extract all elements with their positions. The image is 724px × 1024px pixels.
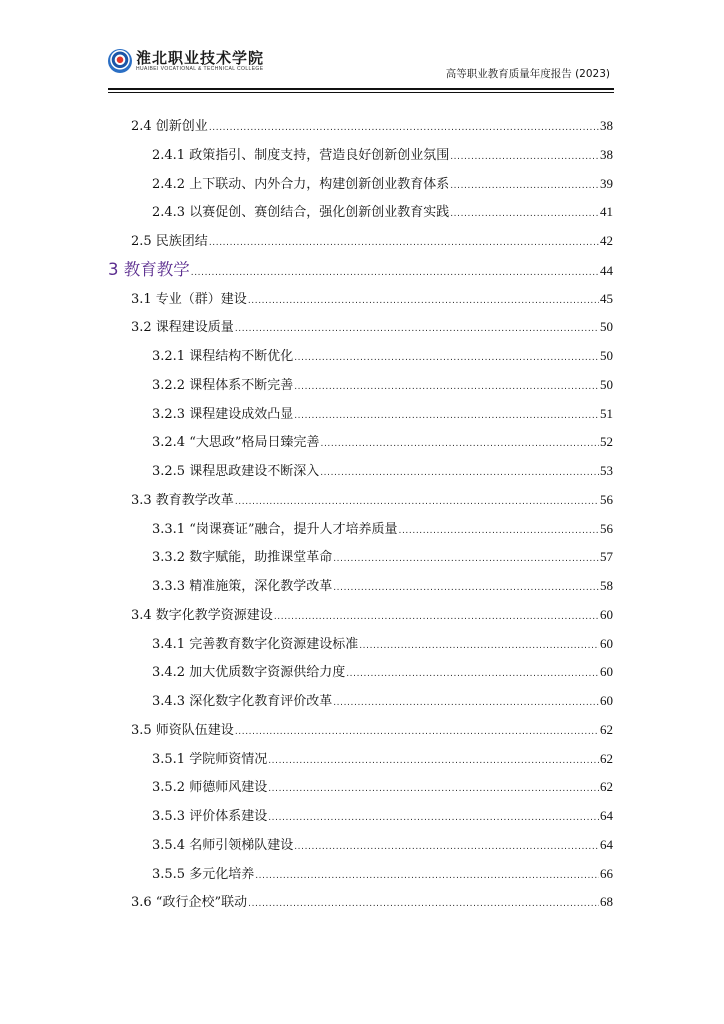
toc-page-number: 62	[600, 779, 613, 795]
toc-entry[interactable]	[152, 549, 613, 567]
toc-page-number: 51	[600, 405, 613, 421]
toc-page-number: 60	[600, 664, 613, 680]
toc-entry-title: 2.4.2 上下联动、内外合力，构建创新创业教育体系	[152, 176, 450, 192]
toc-dot-leader	[248, 293, 599, 309]
toc-dot-leader	[235, 494, 599, 510]
toc-dot-leader	[294, 408, 599, 424]
toc-page-number: 68	[600, 894, 613, 910]
toc-dot-leader	[450, 206, 599, 222]
toc-entry-title: 3.2.3 课程建设成效凸显	[152, 406, 294, 422]
toc-entry-title: 3.2.2 课程体系不断完善	[152, 377, 294, 393]
toc-entry[interactable]	[152, 808, 613, 826]
toc-dot-leader	[248, 896, 599, 912]
toc-entry[interactable]	[152, 406, 613, 424]
toc-entry[interactable]	[152, 837, 613, 855]
toc-dot-leader	[235, 724, 599, 740]
toc-entry-title: 2.4.1 政策指引、制度支持，营造良好创新创业氛围	[152, 147, 450, 163]
toc-entry[interactable]	[152, 147, 613, 165]
toc-page-number: 38	[600, 146, 613, 162]
toc-dot-leader	[191, 263, 599, 283]
toc-dot-leader	[294, 350, 599, 366]
toc-page-number: 66	[600, 865, 613, 881]
toc-entry[interactable]	[131, 233, 613, 251]
toc-page-number: 56	[600, 520, 613, 536]
toc-entry[interactable]	[131, 118, 613, 136]
toc-entry-title: 3.5.4 名师引领梯队建设	[152, 837, 294, 853]
toc-entry[interactable]	[152, 636, 613, 654]
toc-page-number: 62	[600, 721, 613, 737]
toc-dot-leader	[346, 666, 599, 682]
toc-entry-title: 3.2.1 课程结构不断优化	[152, 349, 294, 364]
toc-dot-leader	[450, 178, 599, 194]
toc-entry-title: 3.3 教育教学改革	[131, 492, 234, 508]
toc-page-number: 44	[600, 262, 613, 278]
toc-entry-title: 3.2.4 “大思政”格局日臻完善	[152, 435, 320, 451]
toc-dot-leader	[268, 810, 599, 826]
toc-dot-leader	[333, 580, 599, 596]
toc-entry[interactable]	[152, 204, 613, 222]
toc-entry-title: 2.4 创新创业	[131, 119, 208, 134]
logo-chinese-name: 淮北职业技术学院	[136, 48, 265, 67]
toc-entry-title: 3.3.2 数字赋能，助推课堂革命	[152, 550, 333, 566]
toc-entry[interactable]	[152, 751, 613, 769]
toc-entry[interactable]	[152, 348, 613, 366]
toc-entry-title: 3.4.3 深化数字化教育评价改革	[152, 694, 333, 709]
toc-dot-leader	[333, 551, 599, 567]
toc-page-number: 57	[600, 549, 613, 565]
toc-dot-leader	[450, 149, 599, 165]
toc-entry-title: 2.4.3 以赛促创、赛创结合，强化创新创业教育实践	[152, 205, 450, 221]
toc-entry[interactable]	[152, 693, 613, 711]
toc-dot-leader	[255, 868, 599, 884]
toc-entry[interactable]	[131, 894, 613, 912]
toc-entry[interactable]	[131, 607, 613, 625]
toc-page-number: 64	[600, 836, 613, 852]
toc-entry[interactable]	[152, 578, 613, 596]
toc-dot-leader	[359, 638, 599, 654]
toc-entry[interactable]	[152, 463, 613, 481]
toc-entry[interactable]	[152, 434, 613, 452]
toc-dot-leader	[333, 695, 599, 711]
toc-dot-leader	[321, 436, 599, 452]
toc-entry-title: 3.2.5 课程思政建设不断深入	[152, 464, 320, 479]
toc-entry[interactable]	[131, 722, 613, 740]
toc-page-number: 53	[600, 463, 613, 478]
toc-entry-title: 3.2 课程建设质量	[131, 320, 234, 336]
toc-entry[interactable]	[152, 377, 613, 395]
toc-entry-title: 3.5.5 多元化培养	[152, 866, 255, 882]
toc-page-number: 60	[600, 606, 613, 622]
toc-page-number: 39	[600, 175, 613, 191]
toc-entry-title: 3.4.1 完善教育数字化资源建设标准	[152, 636, 359, 652]
toc-page-number: 58	[600, 578, 613, 593]
toc-page-number: 50	[600, 348, 613, 363]
toc-entry-title: 3.5.1 学院师资情况	[152, 751, 268, 767]
toc-dot-leader	[268, 781, 599, 797]
toc-entry-title: 3 教育教学	[108, 259, 190, 279]
toc-entry-title: 3.6 “政行企校”联动	[131, 895, 248, 911]
toc-dot-leader	[209, 235, 599, 251]
toc-entry-title: 3.5.3 评价体系建设	[152, 809, 268, 824]
toc-entry-title: 3.1 专业（群）建设	[131, 291, 247, 307]
toc-page-number: 38	[600, 118, 613, 133]
logo-english-name: HUAIBEI VOCATIONAL & TECHNICAL COLLEGE	[136, 65, 264, 72]
toc-dot-leader	[320, 465, 599, 481]
toc-entry[interactable]	[152, 176, 613, 194]
toc-entry[interactable]	[152, 779, 613, 797]
toc-entry-title: 3.5.2 师德师风建设	[152, 780, 268, 796]
toc-page-number: 64	[600, 808, 613, 823]
report-title: 高等职业教育质量年度报告 (2023)	[445, 68, 610, 80]
toc-dot-leader	[294, 839, 599, 855]
toc-page-number: 45	[600, 290, 613, 306]
toc-page-number: 62	[600, 750, 613, 766]
toc-dot-leader	[268, 753, 599, 769]
toc-dot-leader	[235, 321, 599, 337]
toc-entry-title: 2.5 民族团结	[131, 234, 208, 249]
toc-dot-leader	[274, 609, 599, 625]
toc-entry-title: 3.5 师资队伍建设	[131, 722, 234, 738]
toc-entry-title: 3.3.3 精准施策，深化教学改革	[152, 579, 333, 594]
toc-page-number: 52	[600, 434, 613, 450]
toc-page-number: 41	[600, 204, 613, 220]
toc-page-number: 42	[600, 233, 613, 248]
toc-entry-title: 3.4 数字化教学资源建设	[131, 607, 273, 623]
toc-dot-leader	[294, 379, 599, 395]
toc-dot-leader	[209, 120, 599, 136]
toc-page-number: 50	[600, 319, 613, 335]
toc-entry[interactable]	[108, 260, 613, 283]
toc-page-number: 60	[600, 635, 613, 651]
toc-entry[interactable]	[131, 291, 613, 309]
toc-entry[interactable]	[131, 319, 613, 337]
toc-entry-title: 3.4.2 加大优质数字资源供给力度	[152, 665, 346, 681]
toc-entry-title: 3.3.1 “岗课赛证”融合，提升人才培养质量	[152, 521, 398, 537]
toc-entry[interactable]	[152, 664, 613, 682]
toc-page-number: 56	[600, 491, 613, 507]
toc-page-number: 50	[600, 376, 613, 392]
toc-entry[interactable]	[152, 521, 613, 539]
toc-entry[interactable]	[131, 492, 613, 510]
toc-dot-leader	[399, 523, 599, 539]
toc-entry[interactable]	[152, 866, 613, 884]
toc-page-number: 60	[600, 693, 613, 708]
